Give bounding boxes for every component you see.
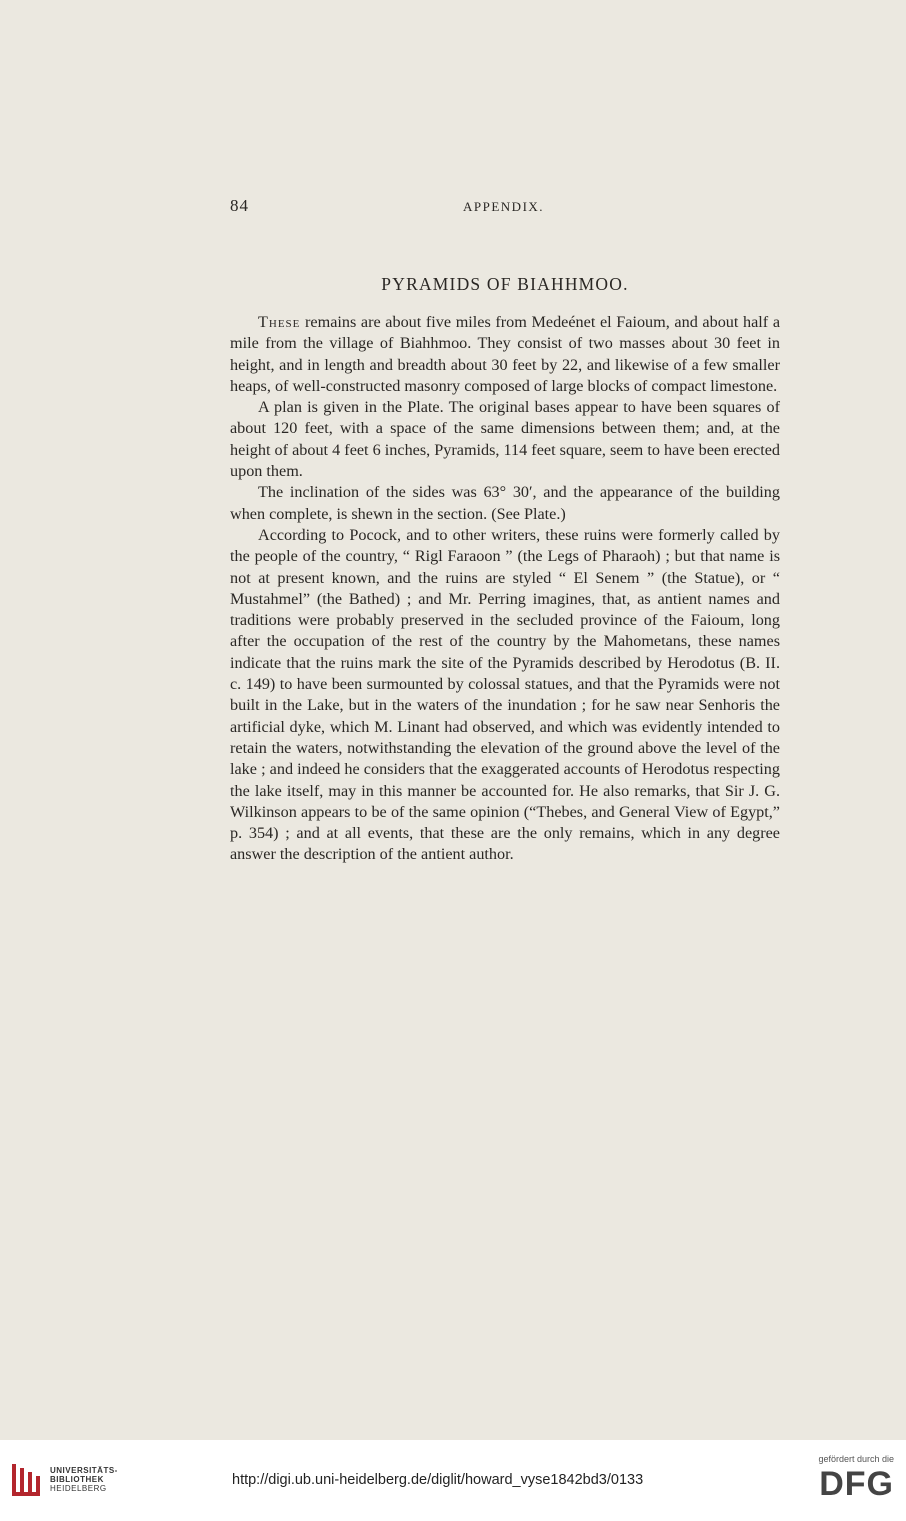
viewer-footer [0,1440,906,1521]
body-text [230,312,780,866]
library-name-line-3: HEIDELBERG [50,1484,107,1493]
paragraph-1-text: remains are about five miles from Medeénet el Faioum, and about half a mile from the village of Biahhmoo. They consist of two masses about 30 feet in height, and in length and breadth about 30 feet by 22, and likewise of a few smaller heaps, of well-constructed masonry composed of large blocks of compact limestone. [230,313,780,395]
section-title: PYRAMIDS OF BIAHHMOO. [381,274,629,294]
university-library-logo[interactable] [10,1462,150,1502]
library-name-line-1: UNIVERSITÄTS- [50,1466,118,1475]
page-number: 84 [230,196,249,215]
page-header [230,196,780,220]
paragraph-1 [230,312,780,397]
running-head: APPENDIX. [463,199,545,214]
paragraph-2: A plan is given in the Plate. The original bases appear to have been squares of about 120 feet, with a space of the same dimensions between them; and, at the height of about 4 feet 6 inches, Pyramids, 114 feet square, seem to have been erected upon them. [230,398,780,481]
paragraph-lead-word: These [258,313,301,331]
paragraph-4: According to Pocock, and to other writers, these ruins were formerly called by the people of the country, “ Rigl Faraoon ” (the Legs of Pharaoh) ; but that name is not at present known, and the ruins are styled “ El Senem ” (the Statue), or “ Mustahmel” (the Bathed) ; and Mr. Perring imagines, that, as antient names and traditions were probably preserved in the secluded province of the Faioum, long after the occupation of the rest of the country by the Mahometans, these names indicate that the ruins mark the site of the Pyramids described by Herodotus (B. II. c. 149) to have been surmounted by colossal statues, and that the Pyramids were not built in the Lake, but in the waters of the inundation ; for he saw near Senhoris the artificial dyke, which M. Linant had observed, and which was evidently intended to retain the waters, notwithstanding the elevation of the ground above the level of the lake ; and indeed he considers that the exaggerated accounts of Herodotus respecting the lake itself, may in this manner be accounted for. He also remarks, that Sir J. G. Wilkinson appears to be of the same opinion (“Thebes, and General View of Egypt,” p. 354) ; and at all events, that these are the only remains, which in any degree answer the description of the antient author. [230,525,780,864]
dfg-logo-text: DFG [819,1465,894,1503]
library-name-line-2: BIBLIOTHEK [50,1475,104,1484]
dfg-funding-logo[interactable] [799,1454,894,1514]
permalink-url[interactable]: http://digi.ub.uni-heidelberg.de/diglit/howard_vyse1842bd3/0133 [232,1472,644,1488]
funding-caption: gefördert durch die [818,1454,894,1464]
university-library-emblem-icon [10,1462,44,1498]
university-library-name [50,1466,118,1493]
paragraph-3: The inclination of the sides was 63° 30′, and the appearance of the building when complete, is shewn in the section. (See Plate.) [230,483,780,523]
